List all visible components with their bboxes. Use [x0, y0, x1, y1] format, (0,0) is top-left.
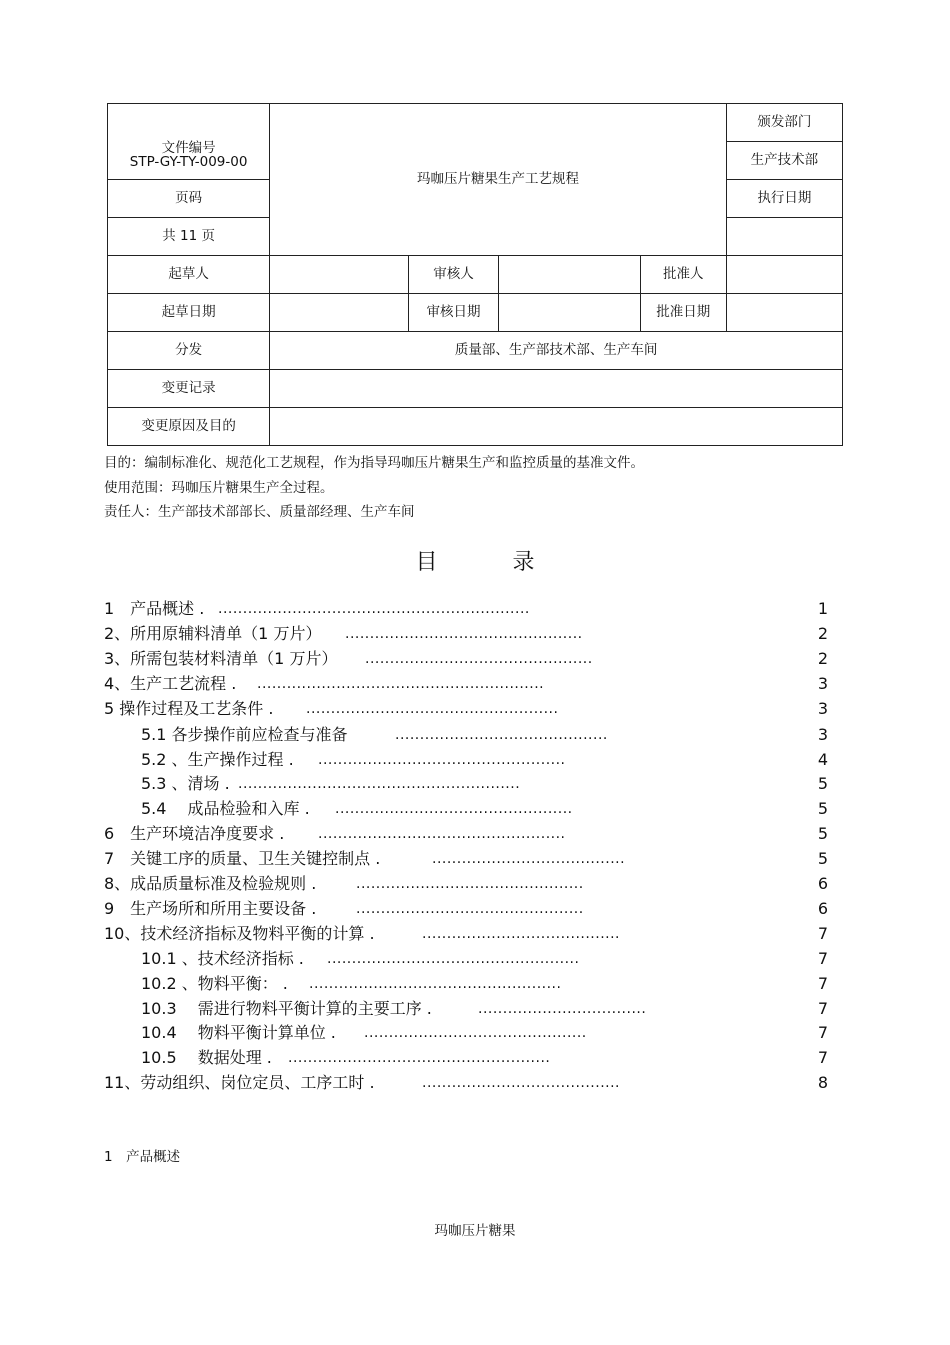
toc-item[interactable] [0, 598, 950, 620]
toc-item-label: 3、所需包装材料清单（1 万片） [104, 649, 338, 668]
toc-item-dots: .............................................. [356, 901, 584, 917]
page-label: 页码 [108, 180, 270, 218]
toc-item-label: 6 生产环境洁净度要求 . [104, 824, 285, 843]
exec-date-label: 执行日期 [726, 180, 842, 218]
approve-date-value [726, 294, 842, 332]
toc-item-page: 5 [817, 849, 828, 868]
toc-item-label: 5.1 各步操作前应检查与准备 [141, 725, 348, 744]
toc-item-label: 10.4 物料平衡计算单位 . [141, 1023, 336, 1042]
toc-item-label: 9 生产场所和所用主要设备 . [104, 899, 317, 918]
change-reason-value [270, 408, 843, 446]
section-heading: 1 产品概述 [104, 1149, 181, 1165]
toc-item-label: 10.1 、技术经济指标 . [141, 949, 304, 968]
toc-item[interactable] [0, 823, 950, 845]
toc-item-label: 11、劳动组织、岗位定员、工序工时 . [104, 1073, 375, 1092]
toc-item-label: 2、所用原辅料清单（1 万片） [104, 624, 322, 643]
toc-item-page: 7 [817, 949, 828, 968]
scope-text: 使用范围：玛咖压片糖果生产全过程。 [104, 480, 334, 496]
toc-item-label: 10.3 需进行物料平衡计算的主要工序 . [141, 999, 432, 1018]
toc-item[interactable] [0, 773, 950, 795]
toc-item-dots: ............................................................... [218, 601, 530, 617]
toc-item-label: 5.2 、生产操作过程 . [141, 750, 294, 769]
toc-item-page: 7 [817, 924, 828, 943]
exec-date-value [726, 218, 842, 256]
toc-item[interactable] [0, 1072, 950, 1094]
issuing-dept-value: 生产技术部 [726, 142, 842, 180]
change-reason-label: 变更原因及目的 [108, 408, 270, 446]
toc-item-dots: .................................. [478, 1001, 647, 1017]
toc-item-dots: ................................................ [335, 801, 573, 817]
toc-item-label: 10.2 、物料平衡： . [141, 974, 288, 993]
toc-item-page: 7 [817, 974, 828, 993]
toc-item-label: 5.3 、清场 . [141, 774, 230, 793]
change-record-value [270, 370, 843, 408]
doc-title: 玛咖压片糖果生产工艺规程 [270, 104, 727, 256]
distribution-value: 质量部、生产部技术部、生产车间 [270, 332, 843, 370]
footer-text: 玛咖压片糖果 [434, 1223, 516, 1239]
toc-item-dots: ........................................ [422, 926, 621, 942]
total-pages: 共 11 页 [108, 218, 270, 256]
toc-item[interactable] [0, 623, 950, 645]
toc-item-dots: .......................................................... [257, 676, 545, 692]
toc-item-dots: ........................................... [395, 727, 608, 743]
toc-item[interactable] [0, 923, 950, 945]
toc-item-page: 2 [817, 649, 828, 668]
toc-item[interactable] [0, 648, 950, 670]
toc-item-page: 5 [817, 824, 828, 843]
toc-item-page: 3 [817, 699, 828, 718]
toc-item-dots: ......................................................... [238, 776, 521, 792]
toc-item[interactable] [0, 1022, 950, 1044]
review-date-value [498, 294, 640, 332]
toc-item-dots: .............................................. [365, 651, 593, 667]
toc-item-dots: ..................................................... [288, 1050, 551, 1066]
drafter-label: 起草人 [108, 256, 270, 294]
toc-title-char-1: 目 [415, 550, 438, 575]
toc-item[interactable] [0, 724, 950, 746]
toc-item[interactable] [0, 973, 950, 995]
toc-item-label: 8、成品质量标准及检验规则 . [104, 874, 317, 893]
review-date-label: 审核日期 [409, 294, 498, 332]
toc-item[interactable] [0, 948, 950, 970]
doc-number-label: 文件编号 [161, 140, 216, 156]
toc-item-dots: ....................................... [432, 851, 626, 867]
toc-item[interactable] [0, 673, 950, 695]
toc-item[interactable] [0, 749, 950, 771]
draft-date-value [270, 294, 409, 332]
toc-item-page: 6 [817, 899, 828, 918]
toc-item-page: 1 [817, 599, 828, 618]
change-record-label: 变更记录 [108, 370, 270, 408]
toc-title-char-2: 录 [512, 550, 535, 575]
toc-item-page: 3 [817, 674, 828, 693]
purpose-text: 目的：编制标准化、规范化工艺规程，作为指导玛咖压片糖果生产和监控质量的基准文件。 [104, 455, 644, 471]
reviewer-label: 审核人 [409, 256, 498, 294]
toc-item-dots: ................................................... [327, 951, 580, 967]
toc-item-dots: ............................................. [364, 1025, 587, 1041]
toc-item-dots: ................................................ [345, 626, 583, 642]
toc-item-page: 6 [817, 874, 828, 893]
toc-item-page: 5 [817, 799, 828, 818]
toc-item-label: 5.4 成品检验和入库 . [141, 799, 310, 818]
toc-item-label: 7 关键工序的质量、卫生关键控制点 . [104, 849, 381, 868]
toc-item-page: 7 [817, 1023, 828, 1042]
toc-item-page: 4 [817, 750, 828, 769]
toc-item[interactable] [0, 998, 950, 1020]
toc-item-page: 3 [817, 725, 828, 744]
toc-item-dots: .............................................. [356, 876, 584, 892]
toc-item-page: 8 [817, 1073, 828, 1092]
toc-item-dots: ........................................ [422, 1075, 621, 1091]
approve-date-label: 批准日期 [640, 294, 726, 332]
toc-item-label: 5 操作过程及工艺条件 . [104, 699, 274, 718]
toc-item-dots: ................................................... [306, 701, 559, 717]
toc-item-page: 7 [817, 1048, 828, 1067]
doc-number-value: STP-GY-TY-009-00 [129, 154, 248, 170]
issuing-dept-label: 颁发部门 [726, 104, 842, 142]
toc-title [0, 545, 950, 576]
distribution-label: 分发 [108, 332, 270, 370]
toc-item[interactable] [0, 698, 950, 720]
drafter-value [270, 256, 409, 294]
approver-label: 批准人 [640, 256, 726, 294]
toc-item-dots: ................................................... [309, 976, 562, 992]
toc-item-label: 10.5 数据处理 . [141, 1048, 272, 1067]
toc-item[interactable] [0, 798, 950, 820]
toc-item[interactable] [0, 873, 950, 895]
toc-item-label: 4、生产工艺流程 . [104, 674, 237, 693]
draft-date-label: 起草日期 [108, 294, 270, 332]
toc-item-label: 10、技术经济指标及物料平衡的计算 . [104, 924, 375, 943]
toc-item-dots: .................................................. [318, 752, 566, 768]
approver-value [726, 256, 842, 294]
toc-item[interactable] [0, 898, 950, 920]
toc-item-page: 5 [817, 774, 828, 793]
doc-number-cell [108, 104, 270, 180]
toc-item-label: 1 产品概述 . [104, 599, 205, 618]
responsible-text: 责任人：生产部技术部部长、质量部经理、生产车间 [104, 504, 415, 520]
document-header-table [107, 103, 843, 446]
toc-item[interactable] [0, 848, 950, 870]
toc-item-page: 7 [817, 999, 828, 1018]
toc-item-dots: .................................................. [318, 826, 566, 842]
reviewer-value [498, 256, 640, 294]
toc-item-page: 2 [817, 624, 828, 643]
toc-item[interactable] [0, 1047, 950, 1069]
